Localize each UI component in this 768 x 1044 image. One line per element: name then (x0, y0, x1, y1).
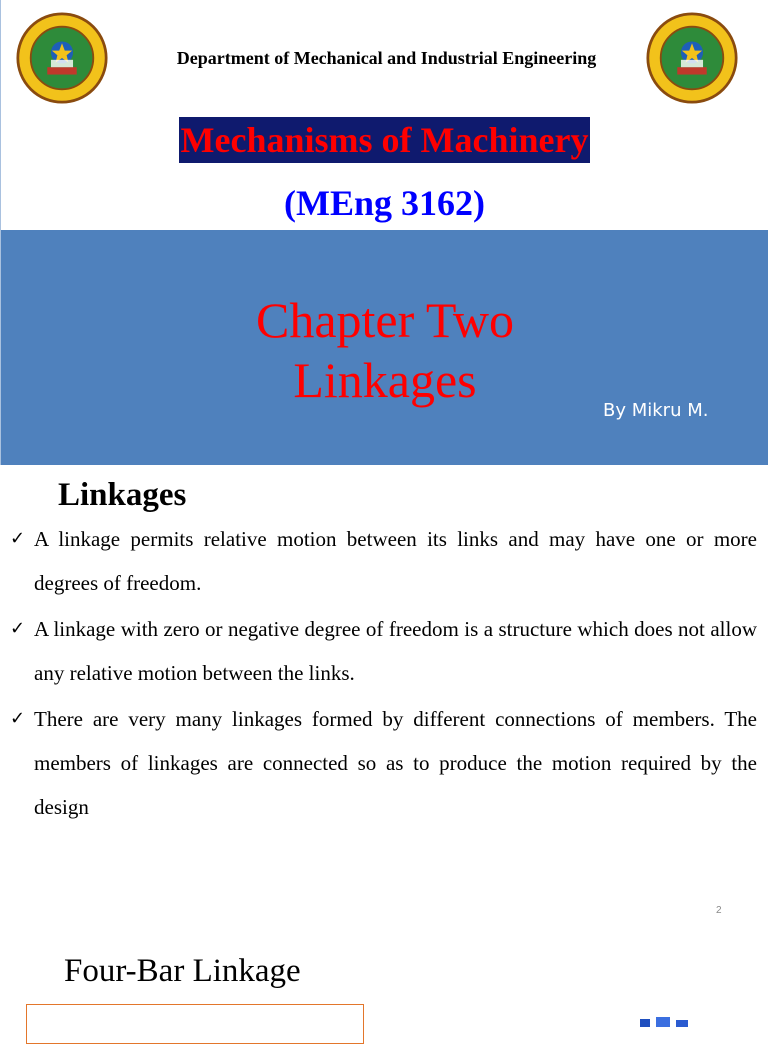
bullet-list (8, 517, 757, 831)
list-item (8, 607, 757, 695)
title-slide (0, 0, 768, 465)
checkmark-icon: ✓ (10, 528, 26, 549)
chapter-heading (1, 290, 768, 410)
checkmark-icon: ✓ (10, 708, 26, 729)
chapter-topic: Linkages (293, 352, 477, 408)
content-box (26, 1004, 364, 1044)
chapter-band (1, 230, 768, 465)
list-item (8, 517, 757, 605)
author-name: By Mikru M. (603, 400, 709, 421)
course-title-row (1, 117, 768, 163)
department-name: Department of Mechanical and Industrial Engineering (176, 48, 597, 68)
bullet-text: A linkage with zero or negative degree of freedom is a structure which does not allow any relative motion between the links. (34, 617, 757, 685)
next-slide (0, 935, 768, 1024)
chapter-number: Chapter Two (255, 292, 515, 348)
bullet-text: A linkage permits relative motion between its links and may have one or more degrees of freedom. (34, 527, 757, 595)
diagram-fragment-icon (638, 1017, 692, 1027)
list-item (8, 697, 757, 829)
course-title: Mechanisms of Machinery (179, 117, 591, 163)
slide-title: Linkages (58, 477, 187, 513)
slide-title: Four-Bar Linkage (64, 953, 301, 989)
bullet-text: There are very many linkages formed by different connections of members. The members of linkages are connected so as to produce the motion required by the design (34, 707, 757, 819)
content-slide (0, 465, 768, 935)
page-number: 2 (716, 905, 722, 916)
course-code: (MEng 3162) (284, 183, 485, 223)
checkmark-icon: ✓ (10, 618, 26, 639)
